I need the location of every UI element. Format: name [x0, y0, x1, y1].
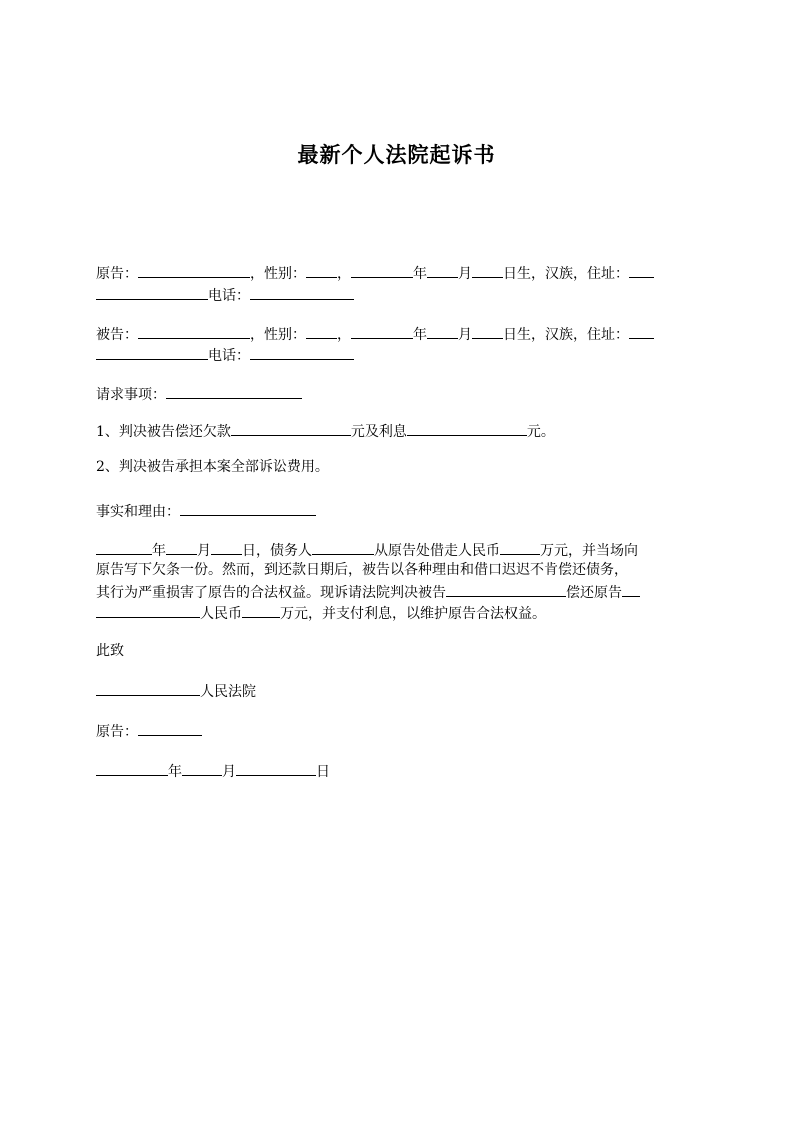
defendant-comma: ， — [337, 327, 351, 343]
claim-1-text-c: 元。 — [526, 424, 555, 440]
defendant-phone-blank — [250, 344, 354, 360]
facts-line-1-end: 万元，并当场向 — [540, 543, 638, 559]
claim-1-interest-blank — [407, 420, 527, 436]
signature-label: 原告： — [96, 724, 138, 740]
defendant-born-label: 日生，汉族，住址： — [503, 327, 629, 343]
facts-debtor-blank — [312, 539, 374, 555]
facts-defendant-blank — [446, 581, 566, 597]
claims-blank — [166, 383, 302, 399]
defendant-day-blank — [472, 323, 503, 339]
date-month-label: 月 — [222, 764, 236, 780]
facts-line-3 — [96, 581, 640, 603]
date-day-label: 日 — [316, 764, 330, 780]
defendant-month-blank — [427, 323, 458, 339]
plaintiff-month-label: 月 — [458, 266, 472, 282]
facts-borrow-label: 从原告处借走人民币 — [374, 543, 500, 559]
defendant-year-label: 年 — [413, 327, 427, 343]
date-month-blank — [182, 760, 222, 776]
facts-amount-blank — [500, 539, 540, 555]
date-line — [96, 760, 330, 782]
defendant-address-blank — [629, 323, 654, 339]
facts-heading — [96, 500, 316, 522]
defendant-label: 被告： — [96, 327, 138, 343]
defendant-gender-label: ，性别： — [250, 327, 306, 343]
date-day-blank — [236, 760, 316, 776]
facts-month-blank — [166, 539, 197, 555]
salutation — [96, 641, 124, 661]
date-year-blank — [96, 760, 168, 776]
facts-line-4-text-b: 万元，并支付利息，以维护原告合法权益。 — [280, 606, 546, 622]
defendant-line-2 — [96, 344, 354, 366]
facts-line-2 — [96, 560, 628, 580]
facts-year-label: 年 — [152, 543, 166, 559]
plaintiff-address-blank-2 — [96, 284, 208, 300]
plaintiff-gender-blank — [306, 262, 337, 278]
facts-line-1 — [96, 539, 638, 561]
claim-2-text: 2、判决被告承担本案全部诉讼费用。 — [96, 459, 329, 475]
facts-plaintiff-blank-2 — [96, 602, 200, 618]
defendant-gender-blank — [306, 323, 337, 339]
plaintiff-day-blank — [472, 262, 503, 278]
facts-label: 事实和理由： — [96, 504, 180, 520]
facts-blank — [180, 500, 316, 516]
defendant-line-1 — [96, 323, 654, 345]
defendant-month-label: 月 — [458, 327, 472, 343]
claim-item-2 — [96, 457, 329, 477]
claim-item-1 — [96, 420, 555, 442]
date-year-label: 年 — [168, 764, 182, 780]
facts-line-3-text-b: 偿还原告 — [566, 585, 622, 601]
defendant-phone-label: 电话： — [208, 348, 250, 364]
defendant-name-blank — [138, 323, 250, 339]
facts-line-3-text-a: 其行为严重损害了原告的合法权益。现诉请法院判决被告 — [96, 585, 446, 601]
facts-line-2-text: 原告写下欠条一份。然而，到还款日期后，被告以各种理由和借口迟迟不肯偿还债务， — [96, 562, 628, 578]
signature-line — [96, 720, 202, 742]
court-name-blank — [96, 680, 200, 696]
court-line — [96, 680, 256, 702]
facts-line-4-text-a: 人民币 — [200, 606, 242, 622]
plaintiff-phone-label: 电话： — [208, 288, 250, 304]
plaintiff-comma: ， — [337, 266, 351, 282]
signature-blank — [138, 720, 202, 736]
plaintiff-gender-label: ，性别： — [250, 266, 306, 282]
defendant-address-blank-2 — [96, 344, 208, 360]
plaintiff-year-label: 年 — [413, 266, 427, 282]
plaintiff-address-blank — [629, 262, 654, 278]
facts-month-label: 月 — [197, 543, 211, 559]
defendant-year-blank — [351, 323, 413, 339]
claim-1-text-b: 元及利息 — [350, 424, 407, 440]
facts-debtor-label: 日，债务人 — [242, 543, 312, 559]
plaintiff-year-blank — [351, 262, 413, 278]
plaintiff-label: 原告： — [96, 266, 138, 282]
plaintiff-month-blank — [427, 262, 458, 278]
plaintiff-phone-blank — [250, 284, 354, 300]
plaintiff-born-label: 日生，汉族，住址： — [503, 266, 629, 282]
facts-line-4 — [96, 602, 546, 624]
page-title: 最新个人法院起诉书 — [297, 143, 496, 167]
facts-plaintiff-blank — [622, 581, 640, 597]
facts-year-blank — [96, 539, 152, 555]
claims-label: 请求事项： — [96, 387, 166, 403]
claims-heading — [96, 383, 302, 405]
plaintiff-line-1 — [96, 262, 654, 284]
claim-1-text-a: 1、判决被告偿还欠款 — [96, 424, 231, 440]
court-label: 人民法院 — [200, 684, 256, 700]
plaintiff-line-2 — [96, 284, 354, 306]
facts-day-blank — [211, 539, 242, 555]
salutation-text: 此致 — [96, 643, 124, 659]
claim-1-amount-blank — [231, 420, 351, 436]
plaintiff-name-blank — [138, 262, 250, 278]
facts-sum-blank — [242, 602, 280, 618]
